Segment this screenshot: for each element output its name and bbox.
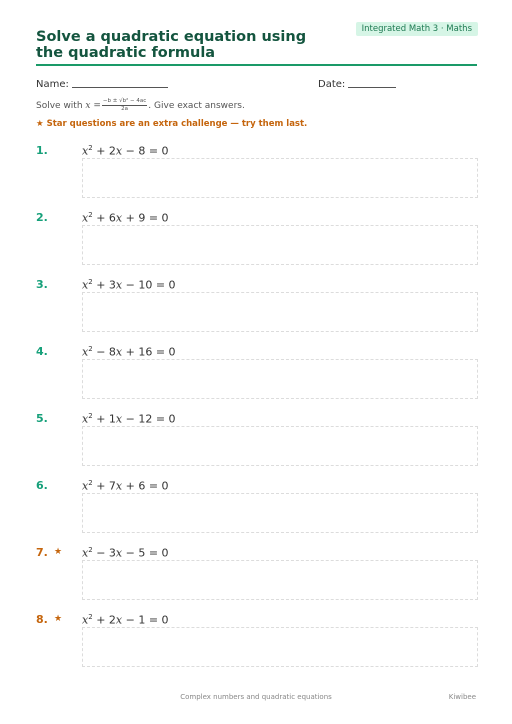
linear-term-coefficient: + 2 <box>96 144 116 158</box>
date-blank[interactable] <box>348 87 396 88</box>
question-equation: $x^2 + 2x - 8 = 0$ <box>82 144 169 158</box>
instructions-prefix: Solve with <box>36 101 86 111</box>
linear-term-coefficient: + 2 <box>96 613 116 627</box>
instructions-suffix: . Give exact answers. <box>148 101 245 111</box>
formula-lhs: x = <box>85 101 101 111</box>
date-field[interactable] <box>318 79 396 90</box>
constant-term: + 16 <box>125 345 153 359</box>
footer-topic: Complex numbers and quadratic equations <box>180 693 332 701</box>
formula-denominator: 2a <box>121 106 129 112</box>
constant-term: − 5 <box>125 546 146 560</box>
constant-term: − 10 <box>125 278 153 292</box>
name-blank[interactable] <box>72 87 168 88</box>
question-equation: $x^2 + 1x - 12 = 0$ <box>82 412 176 426</box>
challenge-star-icon: ★ <box>54 547 63 557</box>
linear-term-coefficient: + 6 <box>96 211 116 225</box>
question-number: 8. <box>36 613 48 626</box>
answer-box[interactable] <box>82 225 478 265</box>
question-equation: $x^2 + 6x + 9 = 0$ <box>82 211 169 225</box>
formula-numerator: −b ± √b² − 4ac <box>102 98 147 104</box>
instructions <box>36 98 245 113</box>
question-number: 7. <box>36 546 48 559</box>
answer-box[interactable] <box>82 158 478 198</box>
linear-term-coefficient: + 3 <box>96 278 116 292</box>
header-divider <box>36 64 477 66</box>
date-label: Date: <box>318 79 346 90</box>
answer-box[interactable] <box>82 426 478 466</box>
course-badge: Integrated Math 3 · Maths <box>356 22 478 36</box>
question-number: 3. <box>36 278 48 291</box>
footer-brand: Kiwibee <box>448 693 476 701</box>
linear-term-coefficient: − 3 <box>96 546 116 560</box>
answer-box[interactable] <box>82 359 478 399</box>
constant-term: − 12 <box>125 412 153 426</box>
question-number: 2. <box>36 211 48 224</box>
question-number: 6. <box>36 479 48 492</box>
question-equation: $x^2 + 7x + 6 = 0$ <box>82 479 169 493</box>
question-equation: $x^2 - 3x - 5 = 0$ <box>82 546 169 560</box>
answer-box[interactable] <box>82 292 478 332</box>
answer-box[interactable] <box>82 560 478 600</box>
question-number: 4. <box>36 345 48 358</box>
page-title: Solve a quadratic equation using the quadratic formula <box>36 29 307 61</box>
question-number: 1. <box>36 144 48 157</box>
answer-box[interactable] <box>82 493 478 533</box>
answer-box[interactable] <box>82 627 478 667</box>
question-equation: $x^2 + 2x - 1 = 0$ <box>82 613 169 627</box>
question-equation: $x^2 + 3x - 10 = 0$ <box>82 278 176 292</box>
linear-term-coefficient: − 8 <box>96 345 116 359</box>
name-label: Name: <box>36 79 69 90</box>
constant-term: − 8 <box>125 144 146 158</box>
linear-term-coefficient: + 7 <box>96 479 116 493</box>
constant-term: + 6 <box>125 479 146 493</box>
constant-term: + 9 <box>125 211 146 225</box>
question-number: 5. <box>36 412 48 425</box>
challenge-star-icon: ★ <box>54 614 63 624</box>
linear-term-coefficient: + 1 <box>96 412 116 426</box>
constant-term: − 1 <box>125 613 146 627</box>
challenge-note: ★ Star questions are an extra challenge — try them last. <box>36 119 308 129</box>
question-equation: $x^2 - 8x + 16 = 0$ <box>82 345 176 359</box>
quadratic-formula-fraction <box>102 98 147 113</box>
name-field[interactable] <box>36 79 168 90</box>
